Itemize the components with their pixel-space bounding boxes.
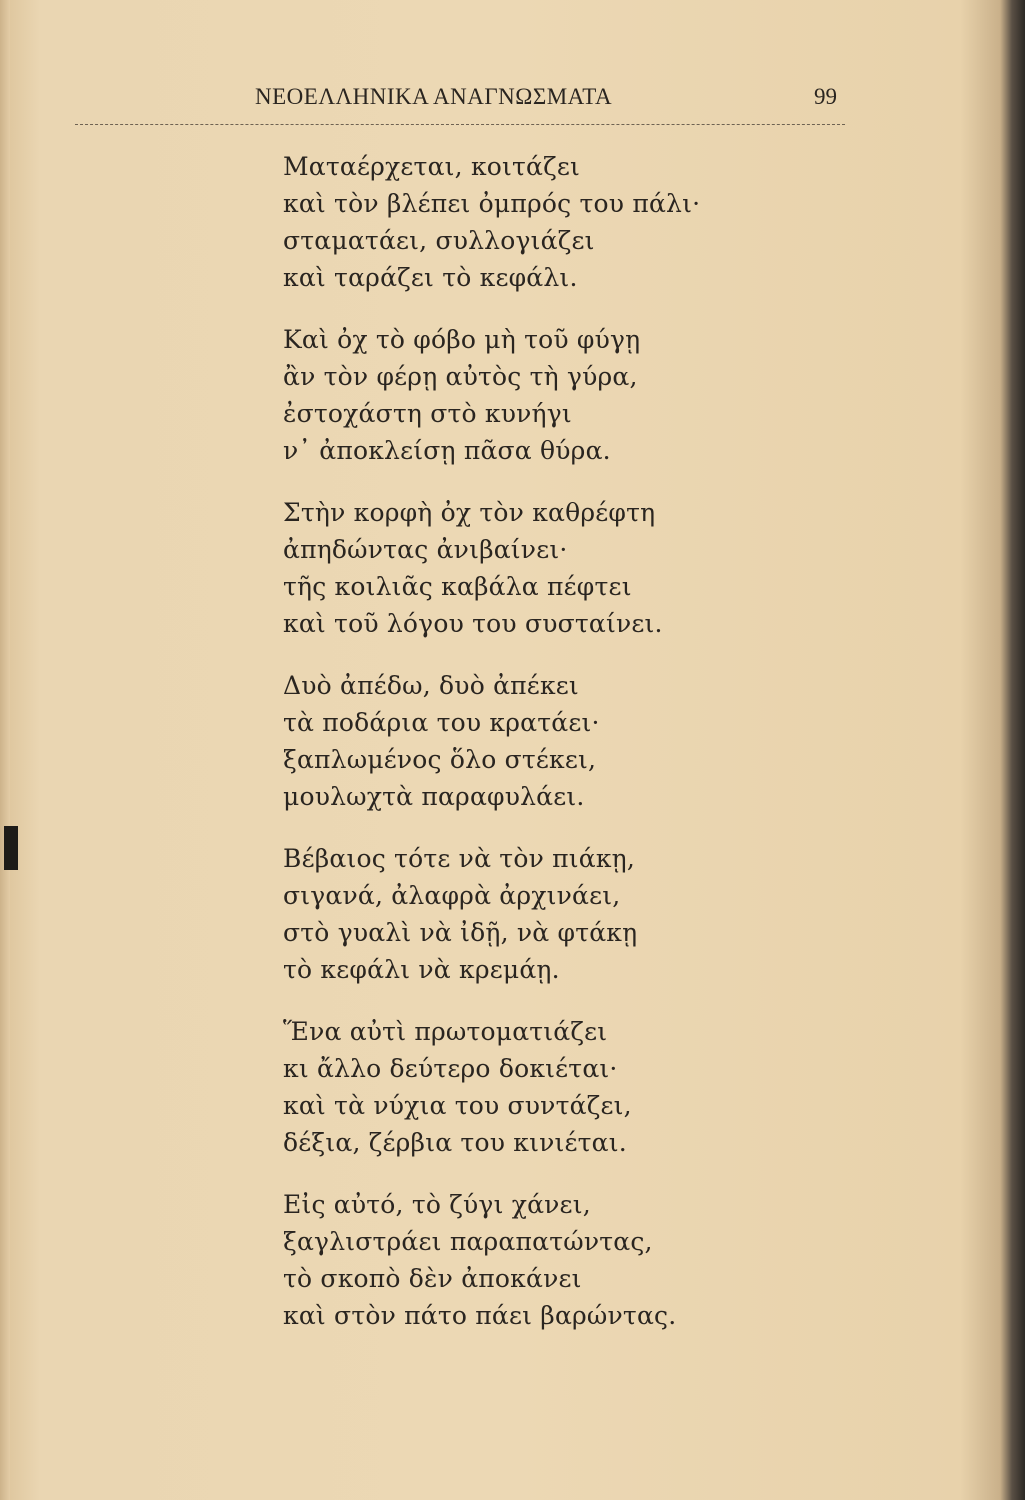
page-left-edge: [0, 0, 10, 1500]
running-title: ΝΕΟΕΛΛΗΝΙΚΑ ΑΝΑΓΝΩΣΜΑΤΑ: [255, 84, 613, 109]
header-rule: [75, 124, 845, 125]
verse-line: Ἕνα αὐτὶ πρωτοματιάζει: [283, 1017, 608, 1046]
verse-line: ν᾽ ἀποκλείσῃ πᾶσα θύρα.: [283, 436, 611, 465]
verse-line: τῆς κοιλιᾶς καβάλα πέφτει: [283, 572, 632, 601]
verse-line: ξαγλιστράει παραπατώντας,: [283, 1227, 653, 1256]
verse-line: τὰ ποδάρια του κρατάει·: [283, 708, 600, 737]
verse-line: σιγανά, ἀλαφρὰ ἀρχινάει,: [283, 881, 621, 910]
stanza: [283, 840, 803, 988]
verse-line: μουλωχτὰ παραφυλάει.: [283, 782, 585, 811]
verse-line: καὶ στὸν πάτο πάει βαρώντας.: [283, 1301, 677, 1330]
verse-line: Βέβαιος τότε νὰ τὸν πιάκῃ,: [283, 844, 635, 873]
stanza: [283, 321, 803, 469]
verse-line: κι ἄλλο δεύτερο δοκιέται·: [283, 1054, 618, 1083]
verse-line: τὸ κεφάλι νὰ κρεμάῃ.: [283, 955, 560, 984]
verse-line: ἐστοχάστη στὸ κυνήγι: [283, 399, 572, 428]
stanza: [283, 1013, 803, 1161]
stanza: [283, 148, 803, 296]
verse-line: Στὴν κορφὴ ὀχ τὸν καθρέφτη: [283, 498, 656, 527]
stanza: [283, 1186, 803, 1334]
verse-line: στὸ γυαλὶ νὰ ἰδῇ, νὰ φτάκῃ: [283, 918, 638, 947]
verse-line: καὶ τοῦ λόγου του συσταίνει.: [283, 609, 663, 638]
verse-line: τὸ σκοπὸ δὲν ἀποκάνει: [283, 1264, 582, 1293]
poem: [283, 148, 803, 1359]
verse-line: Καὶ ὀχ τὸ φόβο μὴ τοῦ φύγῃ: [283, 325, 641, 354]
verse-line: καὶ τὰ νύχια του συντάζει,: [283, 1091, 632, 1120]
binding-shadow-mark: [4, 826, 18, 870]
verse-line: ξαπλωμένος ὅλο στέκει,: [283, 745, 597, 774]
verse-line: Ματαέρχεται, κοιτάζει: [283, 152, 581, 181]
page-number: 99: [814, 84, 837, 109]
verse-line: Δυὸ ἀπέδω, δυὸ ἀπέκει: [283, 671, 579, 700]
verse-line: καὶ ταράζει τὸ κεφάλι.: [283, 263, 578, 292]
page-header: [75, 80, 845, 120]
stanza: [283, 494, 803, 642]
verse-line: Εἰς αὐτό, τὸ ζύγι χάνει,: [283, 1190, 591, 1219]
stanza: [283, 667, 803, 815]
verse-line: δέξια, ζέρβια του κινιέται.: [283, 1128, 627, 1157]
verse-line: ἀπηδώντας ἀνιβαίνει·: [283, 535, 568, 564]
verse-line: σταματάει, συλλογιάζει: [283, 226, 595, 255]
verse-line: ἂν τὸν φέρῃ αὐτὸς τὴ γύρα,: [283, 362, 638, 391]
verse-line: καὶ τὸν βλέπει ὀμπρός του πάλι·: [283, 189, 701, 218]
